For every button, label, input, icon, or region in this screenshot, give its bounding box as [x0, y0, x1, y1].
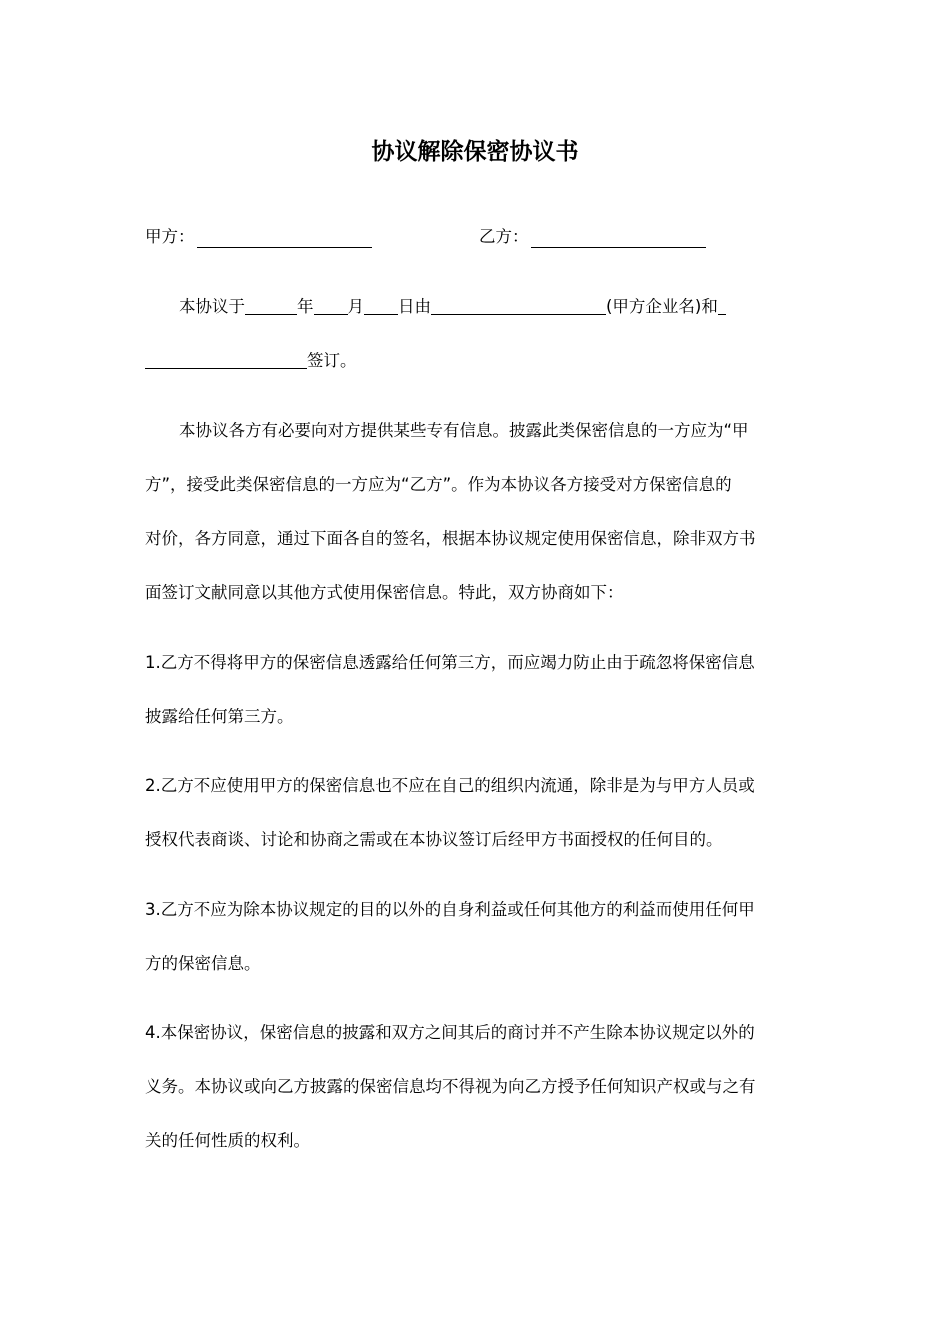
party-b-name-blank — [145, 367, 307, 369]
clause-1-line-2: 披露给任何第三方。 — [145, 707, 294, 726]
clause-3-line-1: 3.乙方不应为除本协议规定的目的以外的自身利益或任何其他方的利益而使用任何甲 — [145, 900, 755, 919]
intro-month: 月 — [347, 297, 364, 316]
clause-4-line-3: 关的任何性质的权利。 — [145, 1131, 310, 1150]
party-b-name-blank-start — [718, 313, 726, 315]
document-title: 协议解除保密协议书 — [371, 138, 579, 165]
party-a-blank — [197, 246, 372, 248]
intro-year: 年 — [297, 297, 314, 316]
para2-line-4: 面签订文献同意以其他方式使用保密信息。特此，双方协商如下： — [145, 583, 624, 602]
month-blank — [314, 313, 348, 315]
intro-line-2 — [145, 346, 357, 376]
year-blank — [245, 313, 297, 315]
intro-suffix: (甲方企业名)和 — [606, 297, 718, 316]
party-b-label: 乙方： — [479, 227, 529, 246]
party-b-blank — [531, 246, 706, 248]
intro-line-1 — [179, 292, 726, 322]
clause-4-line-2: 义务。本协议或向乙方披露的保密信息均不得视为向乙方授予任何知识产权或与之有 — [145, 1077, 756, 1096]
clause-4-line-1: 4.本保密协议，保密信息的披露和双方之间其后的商讨并不产生除本协议规定以外的 — [145, 1023, 755, 1042]
intro-day: 日由 — [398, 297, 431, 316]
para2-line-2: 方”，接受此类保密信息的一方应为“乙方”。作为本协议各方接受对方保密信息的 — [145, 475, 732, 494]
party-a-name-blank — [431, 313, 606, 315]
clause-3-line-2: 方的保密信息。 — [145, 954, 261, 973]
para2-line-3: 对价，各方同意，通过下面各自的签名，根据本协议规定使用保密信息，除非双方书 — [145, 529, 756, 548]
clause-1-line-1: 1.乙方不得将甲方的保密信息透露给任何第三方，而应竭力防止由于疏忽将保密信息 — [145, 653, 755, 672]
day-blank — [364, 313, 398, 315]
clause-2-line-1: 2.乙方不应使用甲方的保密信息也不应在自己的组织内流通，除非是为与甲方人员或 — [145, 776, 755, 795]
para2-line-1: 本协议各方有必要向对方提供某些专有信息。披露此类保密信息的一方应为“甲 — [179, 421, 749, 440]
party-a-label: 甲方： — [145, 227, 195, 246]
intro-prefix: 本协议于 — [179, 297, 245, 316]
intro-signed: 签订。 — [307, 351, 357, 370]
clause-2-line-2: 授权代表商谈、讨论和协商之需或在本协议签订后经甲方书面授权的任何目的。 — [145, 830, 723, 849]
